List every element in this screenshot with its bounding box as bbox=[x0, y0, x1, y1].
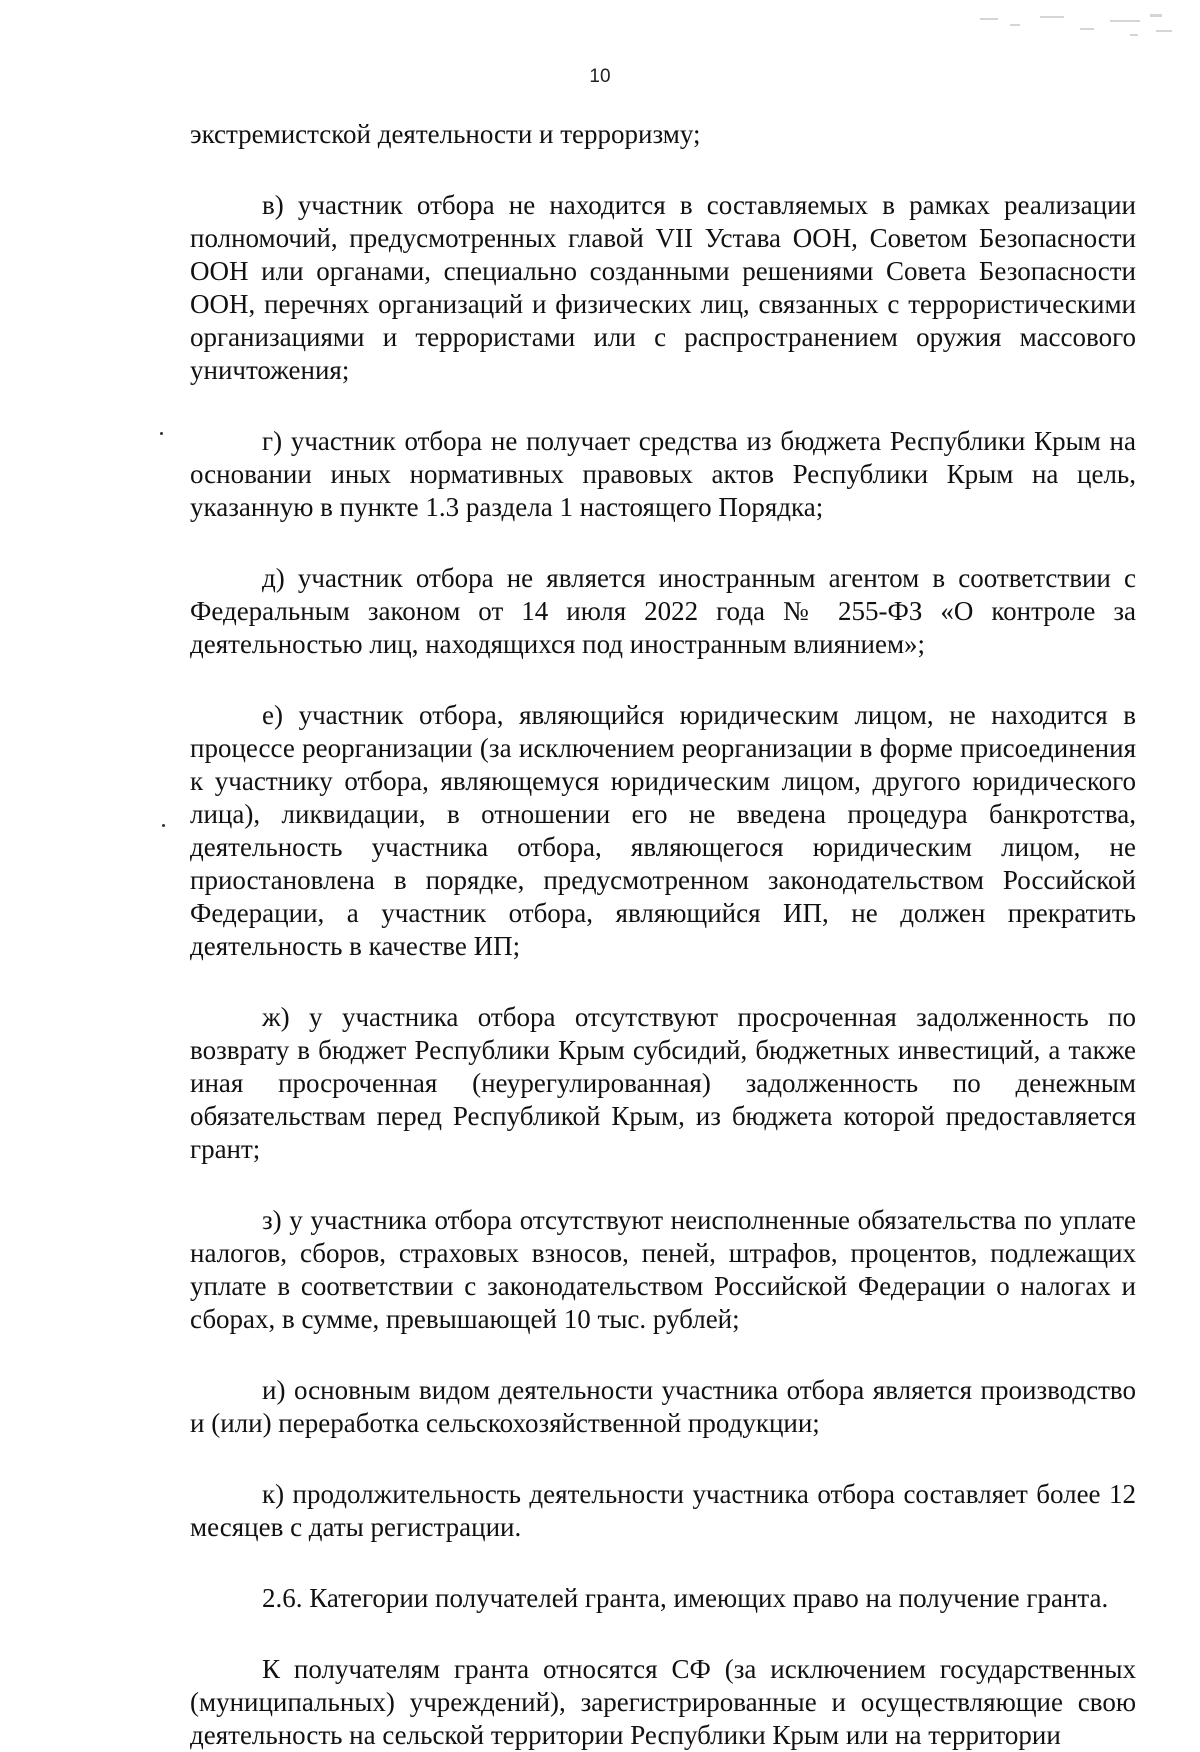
paragraph-item-i: и) основным видом деятельности участника отбора является производство и (или) переработка сельскохозяйственной продукции; bbox=[190, 1375, 1136, 1438]
paragraph-item-g: г) участник отбора не получает средства из бюджета Республики Крым на основании иных нормативных правовых актов Республики Крым на цель, указанную в пункте 1.3 раздела 1 настоящего Порядка; bbox=[190, 426, 1136, 522]
paragraph-item-k: к) продолжительность деятельности участника отбора составляет более 12 месяцев с даты регистрации. bbox=[190, 1479, 1136, 1542]
paragraph-item-e: е) участник отбора, являющийся юридическим лицом, не находится в процессе реорганизации (за исключением реорганизации в форме присоединения к участнику отбора, являющемуся юридическим лицом, другого юридического лица), ликвидации, в отношении его не введена процедура банкротства, деятельность участника отбора, являющегося юридическим лицом, не приостановлена в порядке, предусмотренном законодательством Российской Федерации, а участник отбора, являющийся ИП, не должен прекратить деятельность в качестве ИП; bbox=[190, 700, 1136, 961]
paragraph-item-v: в) участник отбора не находится в составляемых в рамках реализации полномочий, предусмотренных главой VII Устава ООН, Советом Безопасности ООН или органами, специально созданными решениями Совета Безопасности ООН, перечнях организаций и физических лиц, связанных с террористическими организациями и террористами или с распространением оружия массового уничтожения; bbox=[190, 190, 1136, 385]
scan-speck bbox=[162, 824, 165, 827]
scan-noise-mark bbox=[970, 10, 1180, 44]
section-heading-2-6: 2.6. Категории получателей гранта, имеющих право на получение гранта. bbox=[262, 1583, 1109, 1613]
paragraph-item-z: з) у участника отбора отсутствуют неисполненные обязательства по уплате налогов, сборов, страховых взносов, пеней, штрафов, процентов, подлежащих уплате в соответствии с законодательством Российской Федерации о налогах и сборах, в сумме, превышающей 10 тыс. рублей; bbox=[190, 1205, 1136, 1334]
scan-speck bbox=[160, 432, 163, 435]
document-body bbox=[190, 118, 1136, 1752]
page-number: 10 bbox=[589, 66, 611, 87]
paragraph-item-zh: ж) у участника отбора отсутствуют просроченная задолженность по возврату в бюджет Республики Крым субсидий, бюджетных инвестиций, а также иная просроченная (неурегулированная) задолженность по денежным обязательствам перед Республикой Крым, из бюджета которой предоставляется грант; bbox=[190, 1002, 1136, 1164]
paragraph-continuation: экстремистской деятельности и терроризму; bbox=[190, 119, 701, 149]
paragraph-item-d: д) участник отбора не является иностранным агентом в соответствии с Федеральным законом от 14 июля 2022 года № 255-ФЗ «О контроле за деятельностью лиц, находящихся под иностранным влиянием»; bbox=[190, 563, 1136, 659]
paragraph-grant-recipients: К получателям гранта относятся СФ (за исключением государственных (муниципальных) учреждений), зарегистрированные и осуществляющие свою деятельность на сельской территории Республики Крым или на территории bbox=[190, 1654, 1136, 1750]
